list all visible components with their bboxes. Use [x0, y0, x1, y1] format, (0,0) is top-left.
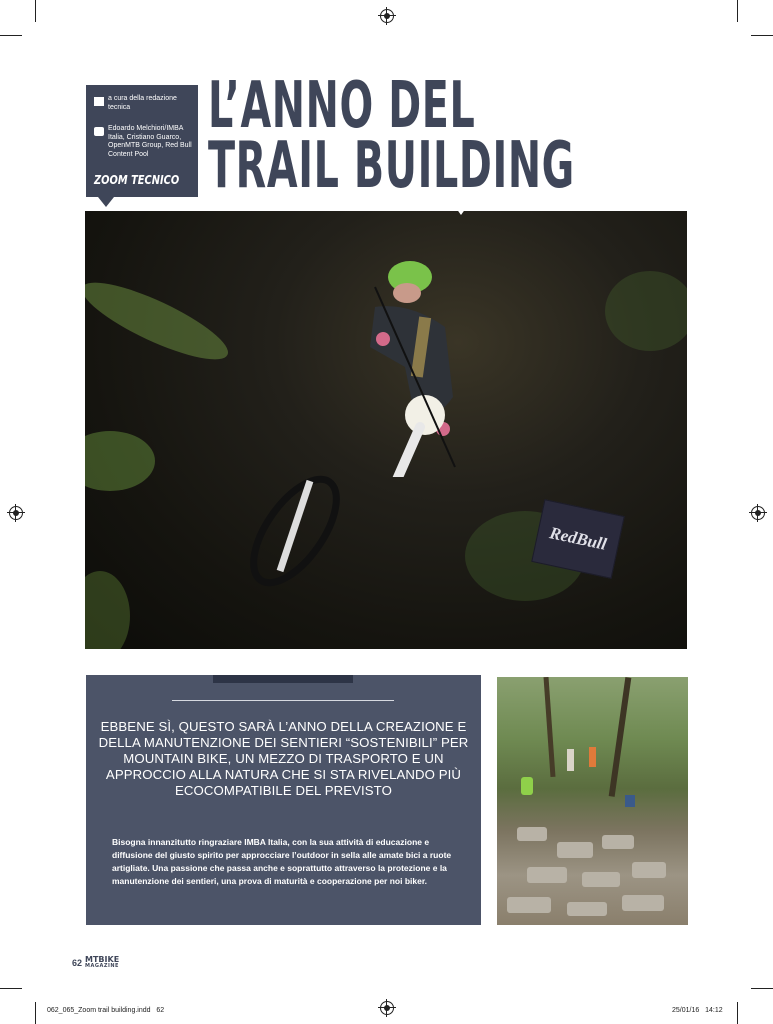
registration-mark-icon	[751, 506, 765, 520]
section-tag: ZOOM TECNICO	[94, 173, 180, 187]
photo-credit	[94, 125, 200, 159]
foliage	[85, 431, 155, 491]
text-credit	[94, 95, 200, 112]
bike-wheel	[225, 461, 365, 601]
page-number: 62	[72, 957, 83, 968]
trail-stone	[507, 897, 551, 913]
crop-mark	[751, 988, 773, 989]
banner-text: RedBull	[547, 523, 609, 554]
trail-stone	[567, 902, 607, 916]
lede-tab	[213, 675, 353, 683]
crop-mark	[0, 988, 22, 989]
lede-body: Bisogna innanzitutto ringraziare IMBA Italia, con la sua attività di educazione e diffusione del giusto spirito per approcciare l’outdoor in sella alle amate bici a ruote artigliate. Una passione che passa anche e soprattutto attraverso la protezione e la manutenzione dei sentieri, una prova di maturità e cooperazione per noi biker.	[112, 837, 452, 886]
trail-workers-photo	[497, 677, 688, 925]
trail-stone	[622, 895, 664, 911]
worker-figure	[521, 777, 533, 795]
foliage	[85, 571, 130, 649]
timestamp: 25/01/16 14:12	[672, 1007, 723, 1014]
text-credit-label: a cura della redazione tecnica	[108, 95, 177, 111]
title-line-2: TRAIL BUILDING	[208, 129, 575, 203]
crop-mark	[751, 35, 773, 36]
trail-stone	[557, 842, 593, 858]
tree-trunk	[609, 677, 632, 797]
credits-box	[86, 85, 198, 197]
mountain-biker-figure	[315, 247, 475, 477]
crop-mark	[0, 35, 22, 36]
worker-figure	[589, 747, 596, 767]
photo-credit-label: Edoardo Melchiori/IMBA Italia, Cristiano Guarco, OpenMTB Group, Red Bull Content Pool	[108, 125, 192, 158]
registration-mark-icon	[380, 1001, 394, 1015]
trail-stone	[632, 862, 666, 878]
crop-mark	[35, 0, 36, 22]
file-info: 062_065_Zoom trail building.indd 62	[47, 1007, 165, 1014]
crop-mark	[737, 0, 738, 22]
lede-headline: EBBENE SÌ, QUESTO SARÀ L’ANNO DELLA CREAZIONE E DELLA MANUTENZIONE DEI SENTIERI “SOSTENIBILI” PER MOUNTAIN BIKE, UN MEZZO DI TRASPORTO E UN APPROCCIO ALLA NATURA CHE SI STA RIVELANDO PIÙ ECOCOMPATIBILE DEL PREVISTO	[98, 719, 469, 798]
lede-box	[86, 675, 481, 925]
worker-figure	[625, 795, 635, 807]
camera-icon	[94, 127, 104, 136]
trail-stone	[582, 872, 620, 887]
trail-stone	[527, 867, 567, 883]
trail-stone	[602, 835, 634, 849]
worker-figure	[567, 749, 574, 771]
hero-photo	[85, 211, 687, 649]
lede-divider	[172, 700, 394, 701]
logo-line-1: MTBIKE	[85, 955, 120, 964]
magazine-logo	[85, 956, 119, 969]
foliage	[85, 269, 236, 373]
crop-mark	[737, 1002, 738, 1024]
folio	[72, 956, 119, 969]
trail-stone	[517, 827, 547, 841]
foliage	[605, 271, 687, 351]
article-title	[208, 69, 575, 203]
tree-trunk	[544, 677, 556, 777]
registration-mark-icon	[380, 9, 394, 23]
crop-mark	[35, 1002, 36, 1024]
logo-line-2: MAGAZINE	[85, 963, 119, 969]
title-line-1: L’ANNO DEL	[208, 69, 476, 143]
registration-mark-icon	[9, 506, 23, 520]
document-icon	[94, 97, 104, 106]
